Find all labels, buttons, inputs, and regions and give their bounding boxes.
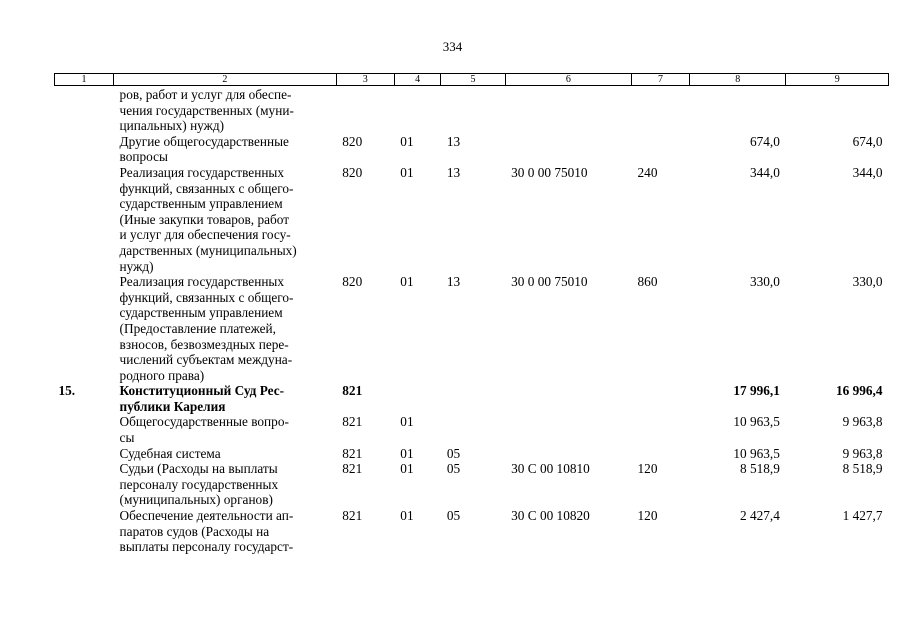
row-subsection: 05 <box>446 445 461 461</box>
row-expense-type: 240 <box>637 164 658 180</box>
row-name: Реализация государственных функций, связанных с общего- сударственным управлением (Иные закупки товаров, работ и услуг для обеспечения госу- дарственных (муниципальных) нужд) <box>119 164 297 274</box>
row-amount-1: 674,0 <box>749 133 780 149</box>
row-amount-2: 16 996,4 <box>835 383 883 399</box>
row-amount-2: 1 427,7 <box>842 508 883 524</box>
row-expense-type: 120 <box>637 508 658 524</box>
row-index <box>55 414 114 445</box>
row-target-item: 30 С 00 10820 <box>511 508 590 524</box>
row-name: Реализация государственных функций, связанных с общего- сударственным управлением (Предоставление платежей, взносов, безвозмездных пере- числений субъектам междуна- родного права) <box>119 274 294 383</box>
row-subsection: 13 <box>446 274 461 290</box>
row-name: Общегосударственные вопро- сы <box>119 414 289 446</box>
row-amount-2: 9 963,8 <box>842 445 883 461</box>
header-col-3: 3 <box>336 74 394 86</box>
header-col-7: 7 <box>632 74 690 86</box>
budget-table <box>54 73 889 555</box>
header-col-9: 9 <box>786 74 889 86</box>
row-subsection <box>441 414 505 445</box>
row-amount-1: 17 996,1 <box>733 383 780 399</box>
row-name: Обеспечение деятельности ап- паратов судов (Расходы на выплаты персоналу государст- <box>119 508 294 555</box>
row-target-item <box>505 383 631 414</box>
row-section: 01 <box>400 164 414 180</box>
row-subsection: 13 <box>446 164 461 180</box>
row-target-item <box>505 86 631 134</box>
table-header <box>55 74 889 86</box>
row-target-item <box>505 414 631 445</box>
row-amount-1: 10 963,5 <box>733 445 780 461</box>
table-row <box>55 508 889 555</box>
row-index <box>55 446 114 462</box>
row-section: 01 <box>400 461 414 477</box>
row-subsection <box>441 383 505 414</box>
row-amount-1 <box>690 86 786 134</box>
header-col-6: 6 <box>505 74 631 86</box>
row-name: Другие общегосударственные вопросы <box>119 133 289 165</box>
row-expense-type <box>632 414 690 445</box>
row-index <box>55 461 114 508</box>
row-section: 01 <box>400 445 414 461</box>
table-row <box>55 383 889 414</box>
row-index <box>55 508 114 555</box>
row-amount-2: 344,0 <box>852 164 883 180</box>
row-target-item <box>505 134 631 165</box>
row-amount-2: 8 518,9 <box>842 461 883 477</box>
row-section <box>394 383 441 414</box>
table-row <box>55 165 889 274</box>
header-col-8: 8 <box>690 74 786 86</box>
row-amount-1: 344,0 <box>749 164 780 180</box>
row-amount-1: 2 427,4 <box>739 508 780 524</box>
header-row <box>55 74 889 86</box>
table-row <box>55 274 889 383</box>
row-index: 15. <box>58 383 76 399</box>
row-ministry-code: 820 <box>342 164 363 180</box>
row-index <box>55 165 114 274</box>
table-row <box>55 461 889 508</box>
row-index <box>55 274 114 383</box>
table-row <box>55 86 889 134</box>
table-row <box>55 414 889 445</box>
header-col-2: 2 <box>114 74 337 86</box>
row-expense-type <box>632 134 690 165</box>
row-name: Судебная система <box>119 445 221 461</box>
row-target-item: 30 С 00 10810 <box>511 461 590 477</box>
row-target-item: 30 0 00 75010 <box>511 164 588 180</box>
row-expense-type: 860 <box>637 274 658 290</box>
row-section: 01 <box>400 414 414 430</box>
row-expense-type <box>632 383 690 414</box>
row-name: Конституционный Суд Рес- публики Карелия <box>119 383 285 414</box>
row-amount-1: 10 963,5 <box>733 414 780 430</box>
row-expense-type: 120 <box>637 461 658 477</box>
row-ministry-code: 821 <box>342 508 363 524</box>
row-target-item <box>505 446 631 462</box>
row-amount-2: 674,0 <box>852 133 883 149</box>
row-section <box>394 86 441 134</box>
table-body <box>55 86 889 555</box>
row-expense-type <box>632 446 690 462</box>
header-col-4: 4 <box>394 74 441 86</box>
row-ministry-code <box>336 86 394 134</box>
row-ministry-code: 820 <box>342 133 363 149</box>
row-amount-1: 8 518,9 <box>739 461 780 477</box>
row-amount-1: 330,0 <box>749 274 780 290</box>
row-ministry-code: 821 <box>342 445 363 461</box>
row-subsection: 13 <box>446 133 461 149</box>
row-section: 01 <box>400 508 414 524</box>
row-subsection: 05 <box>446 461 461 477</box>
row-ministry-code: 820 <box>342 274 363 290</box>
table-row <box>55 134 889 165</box>
row-index <box>55 134 114 165</box>
row-ministry-code: 821 <box>342 414 363 430</box>
row-amount-2 <box>786 86 889 134</box>
row-section: 01 <box>400 274 414 290</box>
row-amount-2: 330,0 <box>852 274 883 290</box>
row-name: ров, работ и услуг для обеспе- чения государственных (муни- ципальных) нужд) <box>119 87 294 134</box>
row-expense-type <box>632 86 690 134</box>
row-ministry-code: 821 <box>342 383 363 399</box>
page-number: 334 <box>442 39 463 54</box>
table-row <box>55 446 889 462</box>
header-col-1: 1 <box>55 74 114 86</box>
header-col-5: 5 <box>441 74 505 86</box>
row-target-item: 30 0 00 75010 <box>511 274 588 290</box>
row-index <box>55 86 114 134</box>
row-ministry-code: 821 <box>342 461 363 477</box>
row-subsection <box>441 86 505 134</box>
row-name: Судьи (Расходы на выплаты персоналу государственных (муниципальных) органов) <box>119 461 279 508</box>
row-amount-2: 9 963,8 <box>842 414 883 430</box>
row-subsection: 05 <box>446 508 461 524</box>
row-section: 01 <box>400 133 414 149</box>
